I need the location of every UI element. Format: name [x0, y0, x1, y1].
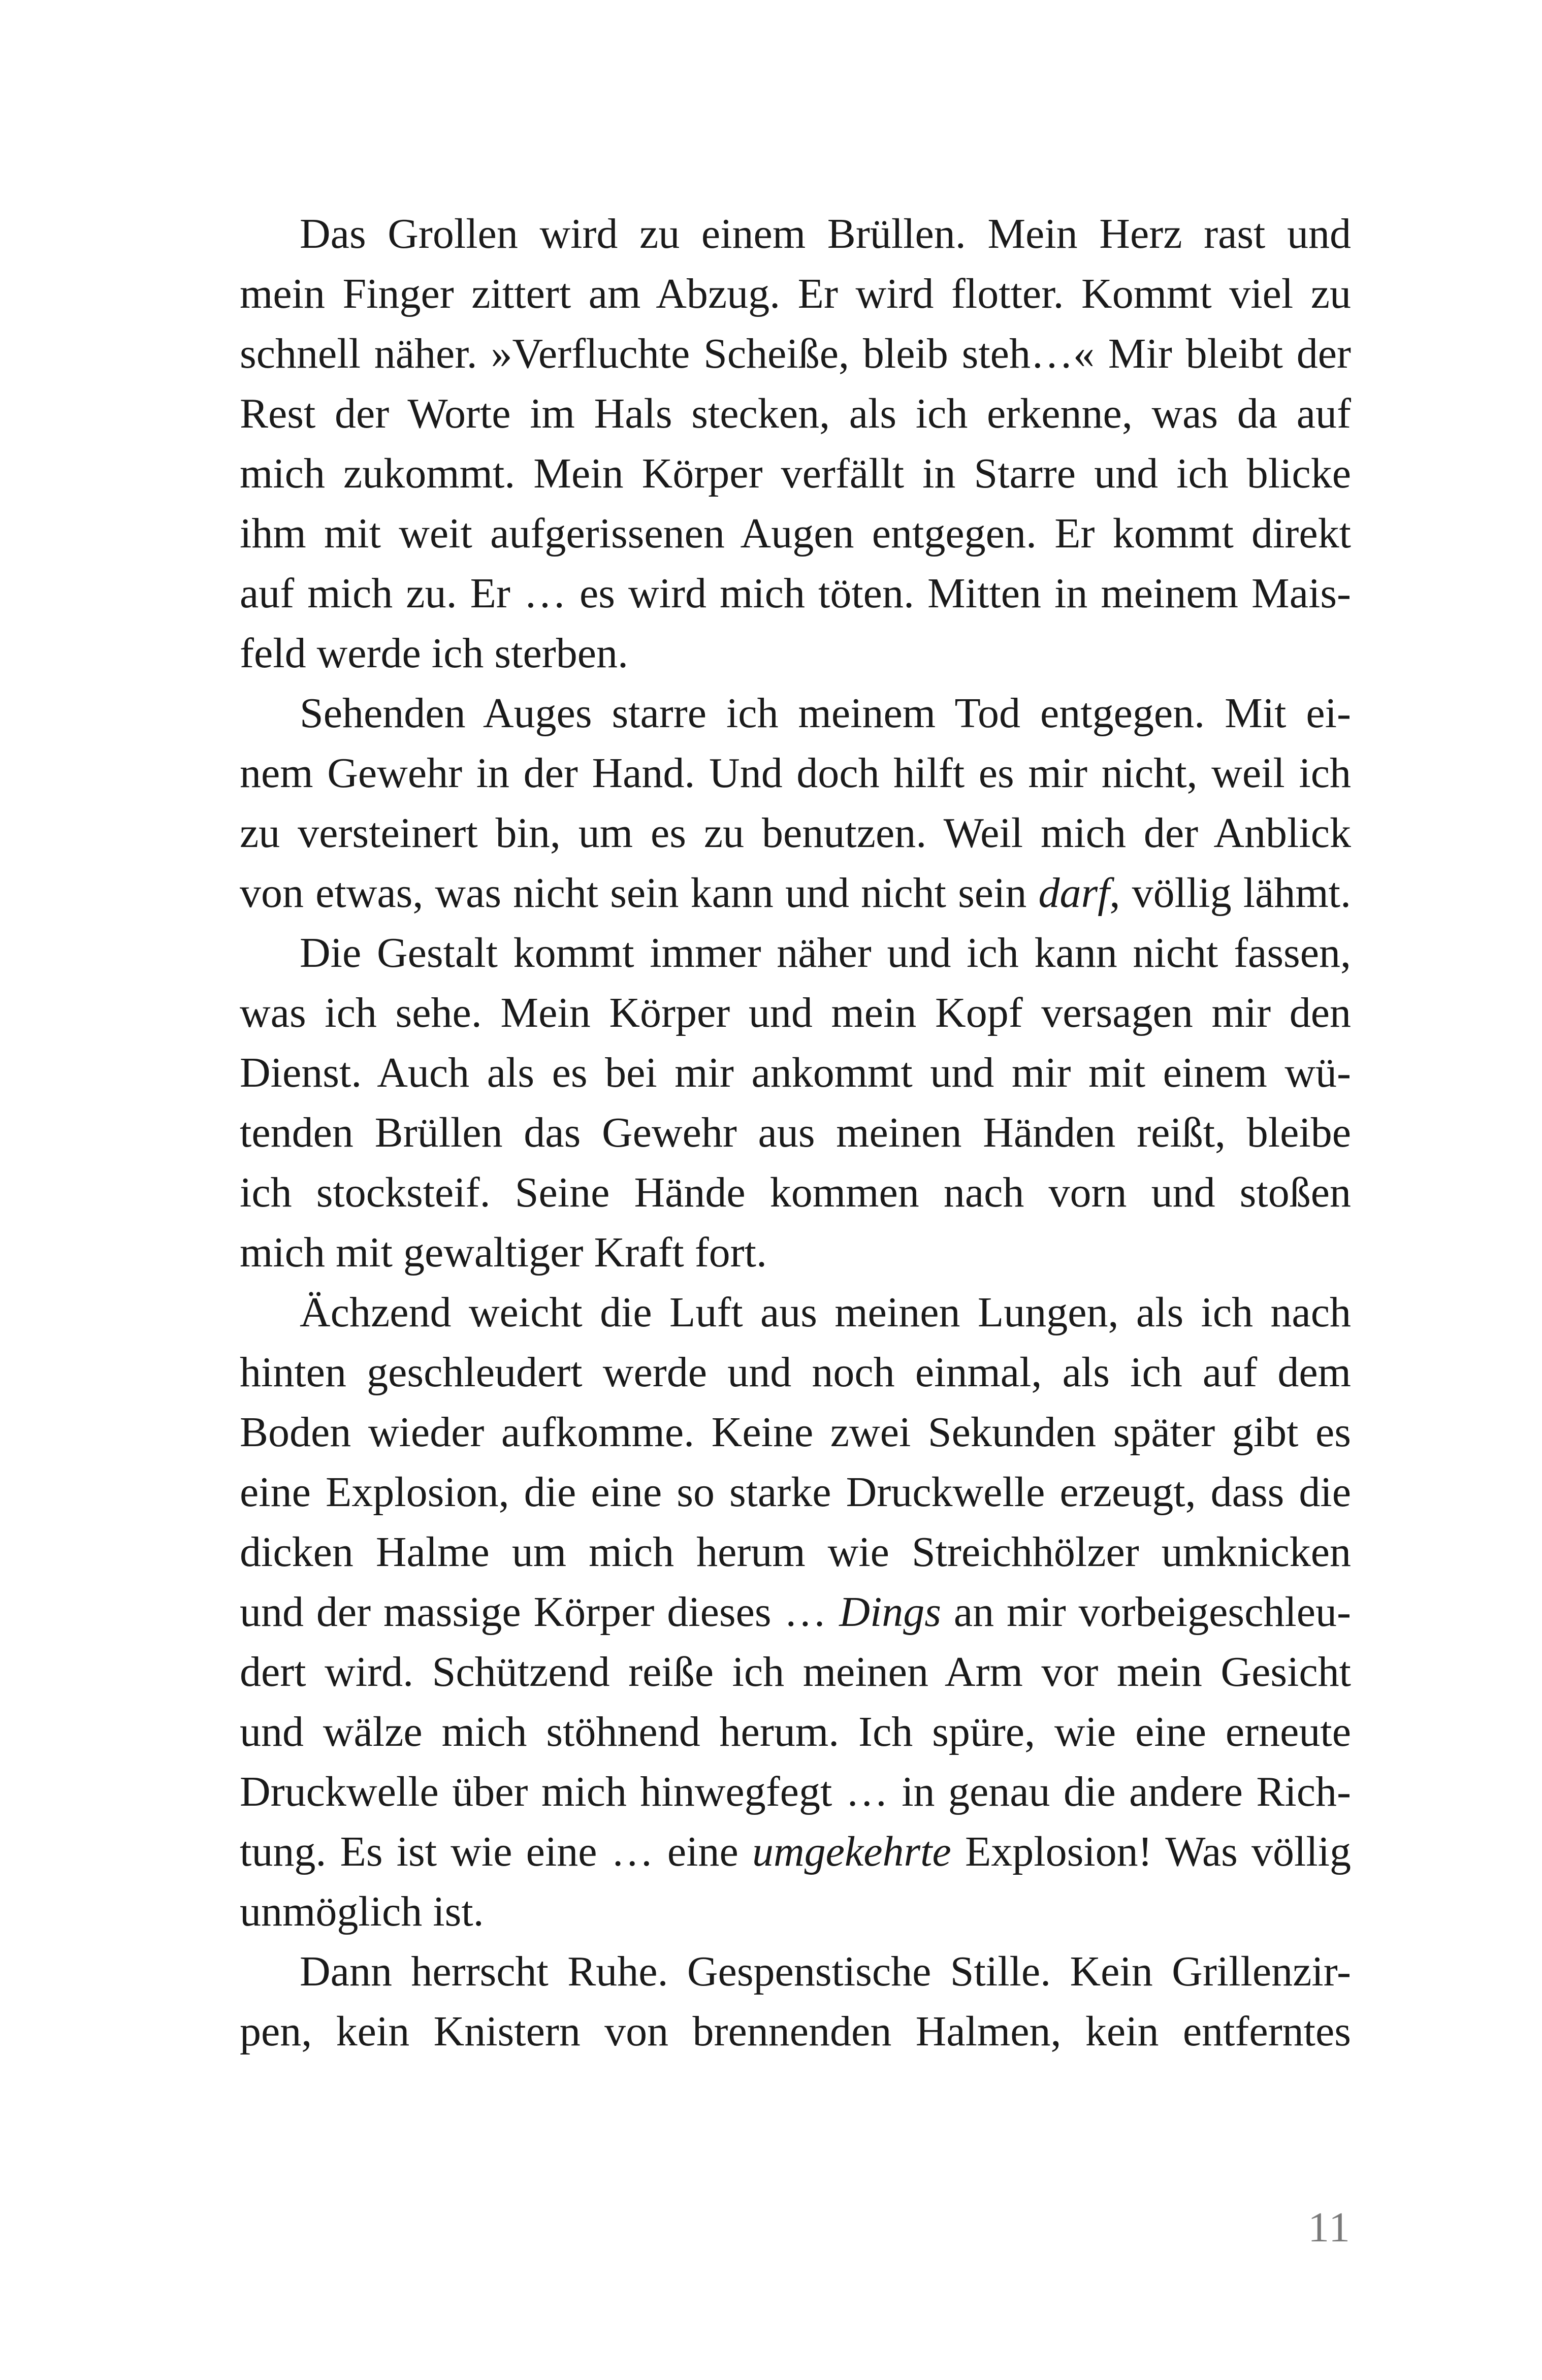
text-line: [240, 624, 1351, 683]
text-line: [240, 923, 1351, 983]
text-line: [240, 1462, 1351, 1522]
text-segment: Explosion! Was völlig: [951, 1828, 1351, 1875]
text-segment: pen, kein Knistern von brennenden Halmen, kein entferntes: [240, 2008, 1351, 2055]
text-line: [240, 504, 1351, 564]
text-line: [240, 983, 1351, 1043]
page-number: 11: [1308, 2204, 1351, 2251]
text-line: [240, 564, 1351, 624]
text-line: [240, 743, 1351, 803]
text-segment: ihm mit weit aufgerissenen Augen entgegen. Er kommt direkt: [240, 510, 1351, 557]
text-segment: ich stocksteif. Seine Hände kommen nach vorn und stoßen: [240, 1169, 1351, 1216]
text-segment: tung. Es ist wie eine … eine: [240, 1828, 752, 1875]
text-segment: eine Explosion, die eine so starke Druckwelle erzeugt, dass die: [240, 1469, 1351, 1516]
text-line: [240, 1223, 1351, 1283]
text-line: [240, 324, 1351, 384]
text-line: [240, 384, 1351, 444]
text-line: [240, 1582, 1351, 1642]
text-segment: Ächzend weicht die Luft aus meinen Lungen, als ich nach: [300, 1289, 1351, 1336]
text-line: [240, 444, 1351, 504]
text-segment: an mir vorbeigeschleu-: [941, 1588, 1351, 1636]
text-segment: Dann herrscht Ruhe. Gespenstische Stille. Kein Grillenzir-: [300, 1948, 1351, 1995]
text-segment: Druckwelle über mich hinwegfegt … in genau die andere Rich-: [240, 1768, 1351, 1815]
text-segment: tenden Brüllen das Gewehr aus meinen Händen reißt, bleibe: [240, 1109, 1351, 1156]
text-segment: schnell näher. »Verfluchte Scheiße, bleib steh…« Mir bleibt der: [240, 330, 1351, 377]
text-line: [240, 1702, 1351, 1762]
text-segment: auf mich zu. Er … es wird mich töten. Mitten in meinem Mais-: [240, 570, 1351, 617]
text-line: [240, 1163, 1351, 1223]
text-line: [240, 1642, 1351, 1702]
text-segment: mich zukommt. Mein Körper verfällt in Starre und ich blicke: [240, 450, 1351, 497]
text-line: [240, 863, 1351, 923]
text-segment: dert wird. Schützend reiße ich meinen Arm vor mein Gesicht: [240, 1648, 1351, 1696]
text-segment: Rest der Worte im Hals stecken, als ich erkenne, was da auf: [240, 390, 1351, 437]
body-text: [240, 204, 1351, 2062]
text-segment: hinten geschleudert werde und noch einmal, als ich auf dem: [240, 1349, 1351, 1396]
emphasized-word: umgekehrte: [752, 1828, 951, 1875]
text-segment: Die Gestalt kommt immer näher und ich kann nicht fassen,: [300, 929, 1351, 976]
text-segment: mich mit gewaltiger Kraft fort.: [240, 1229, 767, 1276]
text-segment: nem Gewehr in der Hand. Und doch hilft es mir nicht, weil ich: [240, 749, 1351, 797]
text-line: [240, 1103, 1351, 1163]
text-line: [240, 1882, 1351, 1942]
text-segment: mein Finger zittert am Abzug. Er wird flotter. Kommt viel zu: [240, 270, 1351, 317]
text-line: [240, 803, 1351, 863]
text-line: [240, 1343, 1351, 1403]
text-segment: dicken Halme um mich herum wie Streichhölzer umknicken: [240, 1528, 1351, 1576]
text-line: [240, 1283, 1351, 1343]
text-segment: Dienst. Auch als es bei mir ankommt und mir mit einem wü-: [240, 1049, 1351, 1096]
text-line: [240, 2002, 1351, 2062]
text-line: [240, 1762, 1351, 1822]
text-line: [240, 1522, 1351, 1582]
text-segment: und der massige Körper dieses …: [240, 1588, 840, 1636]
text-segment: feld werde ich sterben.: [240, 630, 628, 677]
text-line: [240, 1822, 1351, 1882]
text-segment: unmöglich ist.: [240, 1888, 484, 1935]
text-line: [240, 1403, 1351, 1462]
text-line: [240, 1043, 1351, 1103]
text-segment: Das Grollen wird zu einem Brüllen. Mein Herz rast und: [300, 210, 1351, 257]
text-segment: , völlig lähmt.: [1109, 869, 1351, 917]
text-segment: von etwas, was nicht sein kann und nicht sein: [240, 869, 1039, 917]
text-line: [240, 683, 1351, 743]
emphasized-word: darf: [1038, 869, 1110, 917]
text-line: [240, 1942, 1351, 2002]
text-segment: Sehenden Auges starre ich meinem Tod entgegen. Mit ei-: [300, 690, 1351, 737]
text-segment: zu versteinert bin, um es zu benutzen. Weil mich der Anblick: [240, 809, 1351, 857]
text-segment: was ich sehe. Mein Körper und mein Kopf versagen mir den: [240, 989, 1351, 1036]
emphasized-word: Dings: [839, 1588, 941, 1636]
text-segment: Boden wieder aufkomme. Keine zwei Sekunden später gibt es: [240, 1409, 1351, 1456]
text-line: [240, 204, 1351, 264]
text-segment: und wälze mich stöhnend herum. Ich spüre, wie eine erneute: [240, 1708, 1351, 1755]
text-line: [240, 264, 1351, 324]
